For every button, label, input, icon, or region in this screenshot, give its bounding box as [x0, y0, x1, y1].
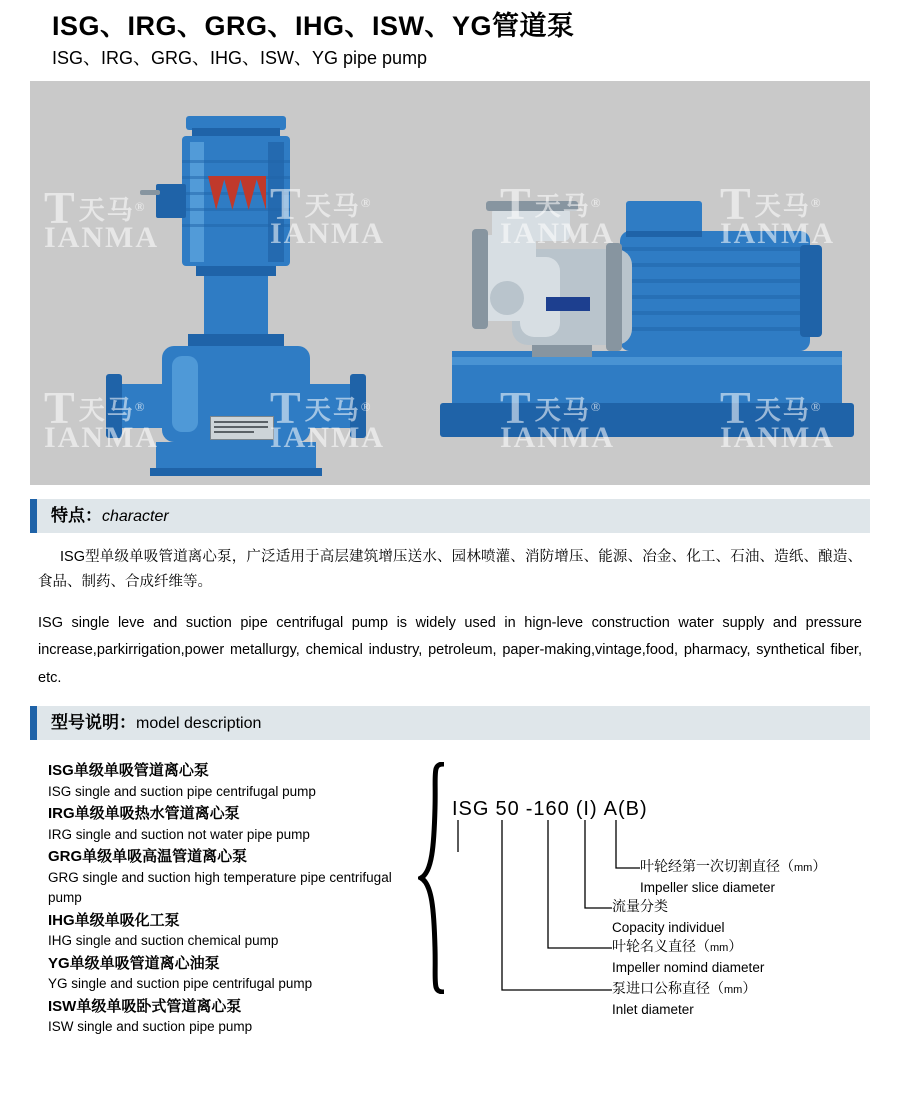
- model-code-inlet: 50: [495, 798, 520, 821]
- watermark-en: IANMA: [500, 216, 615, 250]
- page-subtitle: ISG、IRG、GRG、IHG、ISW、YG pipe pump: [52, 47, 428, 68]
- watermark-reg: ®: [590, 398, 603, 414]
- model-variant-list: [48, 760, 428, 1038]
- character-text-en: ISG single leve and suction pipe centrifugal pump is widely used in hign-leve construction water supply and pressure increase,parkirrigation,power metallurgy, chemical industry, petroleum, paper-making,vintage,food, pharmacy, synthetical fiber, etc.: [38, 614, 862, 686]
- watermark-en: IANMA: [270, 216, 385, 250]
- model-variant-cn: IRG单级单吸热水管道离心泵: [48, 805, 240, 823]
- callout-inlet-diameter: [612, 978, 756, 1020]
- watermark-en: IANMA: [720, 420, 835, 454]
- watermark-letter: T: [44, 381, 77, 433]
- character-label-cn: 特点：: [51, 505, 102, 525]
- character-text-cn: ISG型单级单吸管道离心泵，广泛适用于高层建筑增压送水、园林喷灌、消防增压、能源、冶金、化工、石油、造纸、酿造、食品、制药、合成纤维等。: [38, 548, 862, 591]
- callout-unit: mm: [794, 862, 813, 875]
- model-variant-en: YG single and suction pipe centrifugal pump: [48, 976, 313, 992]
- watermark-en: IANMA: [44, 220, 159, 254]
- model-variant-en: ISW single and suction pipe pump: [48, 1019, 253, 1035]
- watermark-cn: 天马: [78, 395, 135, 425]
- watermark-cn: 天马: [754, 191, 811, 221]
- character-section-header: [30, 499, 870, 533]
- model-label-cn: 型号说明：: [51, 713, 136, 733]
- model-code-capacity: (I): [575, 798, 598, 821]
- model-variant-cn: IHG单级单吸化工泵: [48, 911, 180, 929]
- watermark-cn: 天马: [754, 395, 811, 425]
- callout-cn: 叶轮名义直径（: [612, 938, 710, 955]
- watermark-en: IANMA: [270, 420, 385, 454]
- watermark-letter: T: [270, 381, 303, 433]
- watermark-cn: 天马: [78, 195, 135, 225]
- watermark-reg: ®: [360, 194, 373, 210]
- model-code-impeller: -160: [525, 798, 570, 821]
- model-variant-en: IRG single and suction not water pipe pump: [48, 827, 310, 843]
- page-title-block: [0, 0, 900, 71]
- callout-en: Impeller slice diameter: [640, 879, 776, 895]
- watermark-cn: 天马: [534, 395, 591, 425]
- callout-en: Copacity individuel: [612, 919, 725, 935]
- callout-cn-end: ）: [812, 858, 827, 875]
- model-variant-en: IHG single and suction chemical pump: [48, 933, 279, 949]
- watermark-letter: T: [500, 381, 533, 433]
- callout-cn-end: ）: [742, 980, 757, 997]
- horizontal-pipe-pump-image: [420, 201, 870, 481]
- watermark-reg: ®: [810, 194, 823, 210]
- watermark-en: IANMA: [500, 420, 615, 454]
- callout-unit: mm: [710, 942, 729, 955]
- watermark-cn: 天马: [304, 191, 361, 221]
- callout-impeller-nominal: [612, 936, 764, 978]
- watermark-letter: T: [720, 381, 753, 433]
- vertical-pipe-pump-image: [100, 116, 380, 476]
- callout-impeller-slice: [640, 856, 826, 898]
- watermark-letter: T: [720, 177, 753, 229]
- watermark-letter: T: [270, 177, 303, 229]
- model-variant-cn: GRG单级单吸高温管道离心泵: [48, 848, 248, 866]
- model-code-series: ISG: [452, 798, 490, 821]
- model-code-slice: A(B): [603, 798, 648, 821]
- model-section-header: [30, 706, 870, 740]
- watermark-reg: ®: [134, 398, 147, 414]
- watermark-reg: ®: [810, 398, 823, 414]
- character-label-en: character: [102, 507, 169, 525]
- model-variant-cn: ISW单级单吸卧式管道离心泵: [48, 997, 242, 1015]
- watermark-cn: 天马: [304, 395, 361, 425]
- model-variant-en: GRG single and suction high temperature pipe centrifugal pump: [48, 870, 392, 906]
- callout-cn: 泵进口公称直径（: [612, 980, 724, 997]
- callout-en: Inlet diameter: [612, 1001, 694, 1017]
- callout-capacity: [612, 896, 725, 938]
- watermark-letter: T: [44, 181, 77, 233]
- callout-cn: 叶轮经第一次切割直径（: [640, 858, 794, 875]
- watermark-en: IANMA: [720, 216, 835, 250]
- watermark-reg: ®: [360, 398, 373, 414]
- model-description-diagram: [0, 750, 900, 1050]
- callout-unit: mm: [724, 984, 743, 997]
- callout-cn: 流量分类: [612, 898, 668, 915]
- callout-cn-end: ）: [728, 938, 743, 955]
- callout-en: Impeller nomind diameter: [612, 959, 765, 975]
- model-variant-en: ISG single and suction pipe centrifugal pump: [48, 784, 316, 800]
- page-title: ISG、IRG、GRG、IHG、ISW、YG管道泵: [52, 11, 575, 41]
- watermark-reg: ®: [590, 194, 603, 210]
- watermark-letter: T: [500, 177, 533, 229]
- model-label-en: model description: [136, 715, 262, 733]
- watermark-en: IANMA: [44, 420, 159, 454]
- watermark-reg: ®: [134, 198, 147, 214]
- model-variant-cn: YG单级单吸管道离心油泵: [48, 954, 220, 972]
- model-variant-cn: ISG单级单吸管道离心泵: [48, 762, 209, 780]
- watermark-cn: 天马: [534, 191, 591, 221]
- product-photo-panel: [30, 81, 870, 485]
